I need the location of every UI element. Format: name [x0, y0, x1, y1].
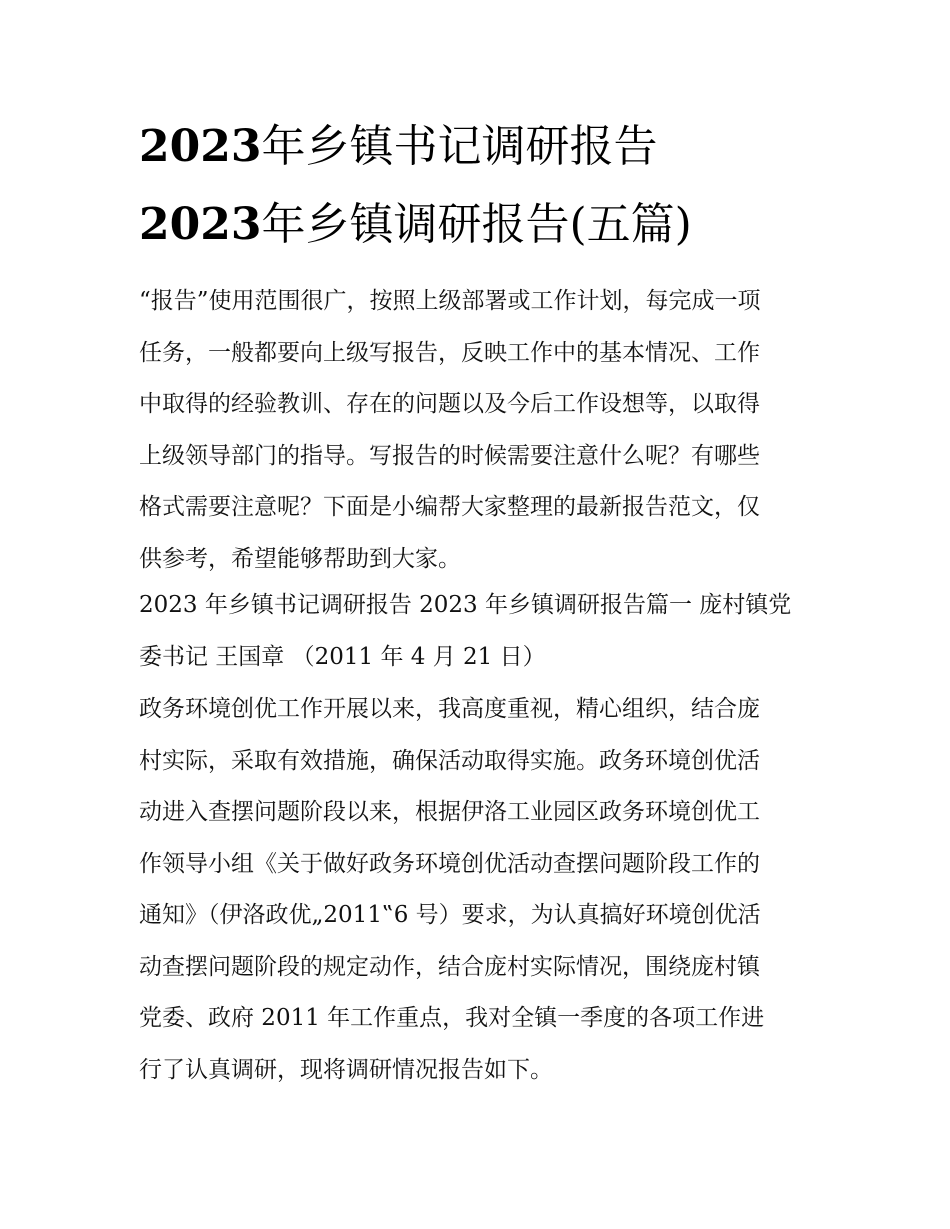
- text-line: 政务环境创优工作开展以来，我高度重视，精心组织，结合庞: [139, 696, 760, 722]
- text-line: 中取得的经验教训、存在的问题以及今后工作设想等，以取得: [139, 391, 760, 417]
- text-line: 供参考，希望能够帮助到大家。: [139, 545, 461, 572]
- title-year: 2023: [139, 199, 262, 250]
- text-line: 委书记 王国章 （2011 年 4 月 21 日）: [139, 643, 546, 670]
- text-line: “报告”使用范围很广，按照上级部署或工作计划，每完成一项: [139, 288, 761, 314]
- text-line: 村实际，采取有效措施，确保活动取得实施。政务环境创优活: [139, 747, 760, 774]
- text-line: 作领导小组《关于做好政务环境创优活动查摆问题阶段工作的: [139, 850, 760, 877]
- intro-paragraph: [139, 276, 815, 585]
- title-text: 年乡镇调研报告(五篇): [261, 199, 692, 250]
- title-text: 年乡镇书记调研报告: [261, 121, 658, 172]
- text-line: 动进入查摆问题阶段以来，根据伊洛工业园区政务环境创优工: [139, 799, 760, 825]
- text-line: 党委、政府 2011 年工作重点，我对全镇一季度的各项工作进: [139, 1005, 765, 1031]
- text-line: 2023 年乡镇书记调研报告 2023 年乡镇调研报告篇一 庞村镇党: [139, 592, 792, 618]
- text-line: 上级领导部门的指导。写报告的时候需要注意什么呢？有哪些: [139, 442, 760, 469]
- text-line: 动查摆问题阶段的规定动作，结合庞村实际情况，围绕庞村镇: [139, 953, 760, 980]
- document-title-line-2: [139, 199, 839, 251]
- body-paragraph: [139, 684, 815, 1096]
- text-line: 通知》（伊洛政优„2011‟6 号）要求，为认真搞好环境创优活: [139, 902, 761, 928]
- title-year: 2023: [139, 121, 262, 172]
- section-heading: [139, 580, 815, 683]
- text-line: 行了认真调研，现将调研情况报告如下。: [139, 1056, 553, 1083]
- text-line: 任务，一般都要向上级写报告，反映工作中的基本情况、工作: [139, 339, 760, 366]
- document-title-line-1: [139, 121, 839, 173]
- text-line: 格式需要注意呢？下面是小编帮大家整理的最新报告范文，仅: [139, 494, 760, 520]
